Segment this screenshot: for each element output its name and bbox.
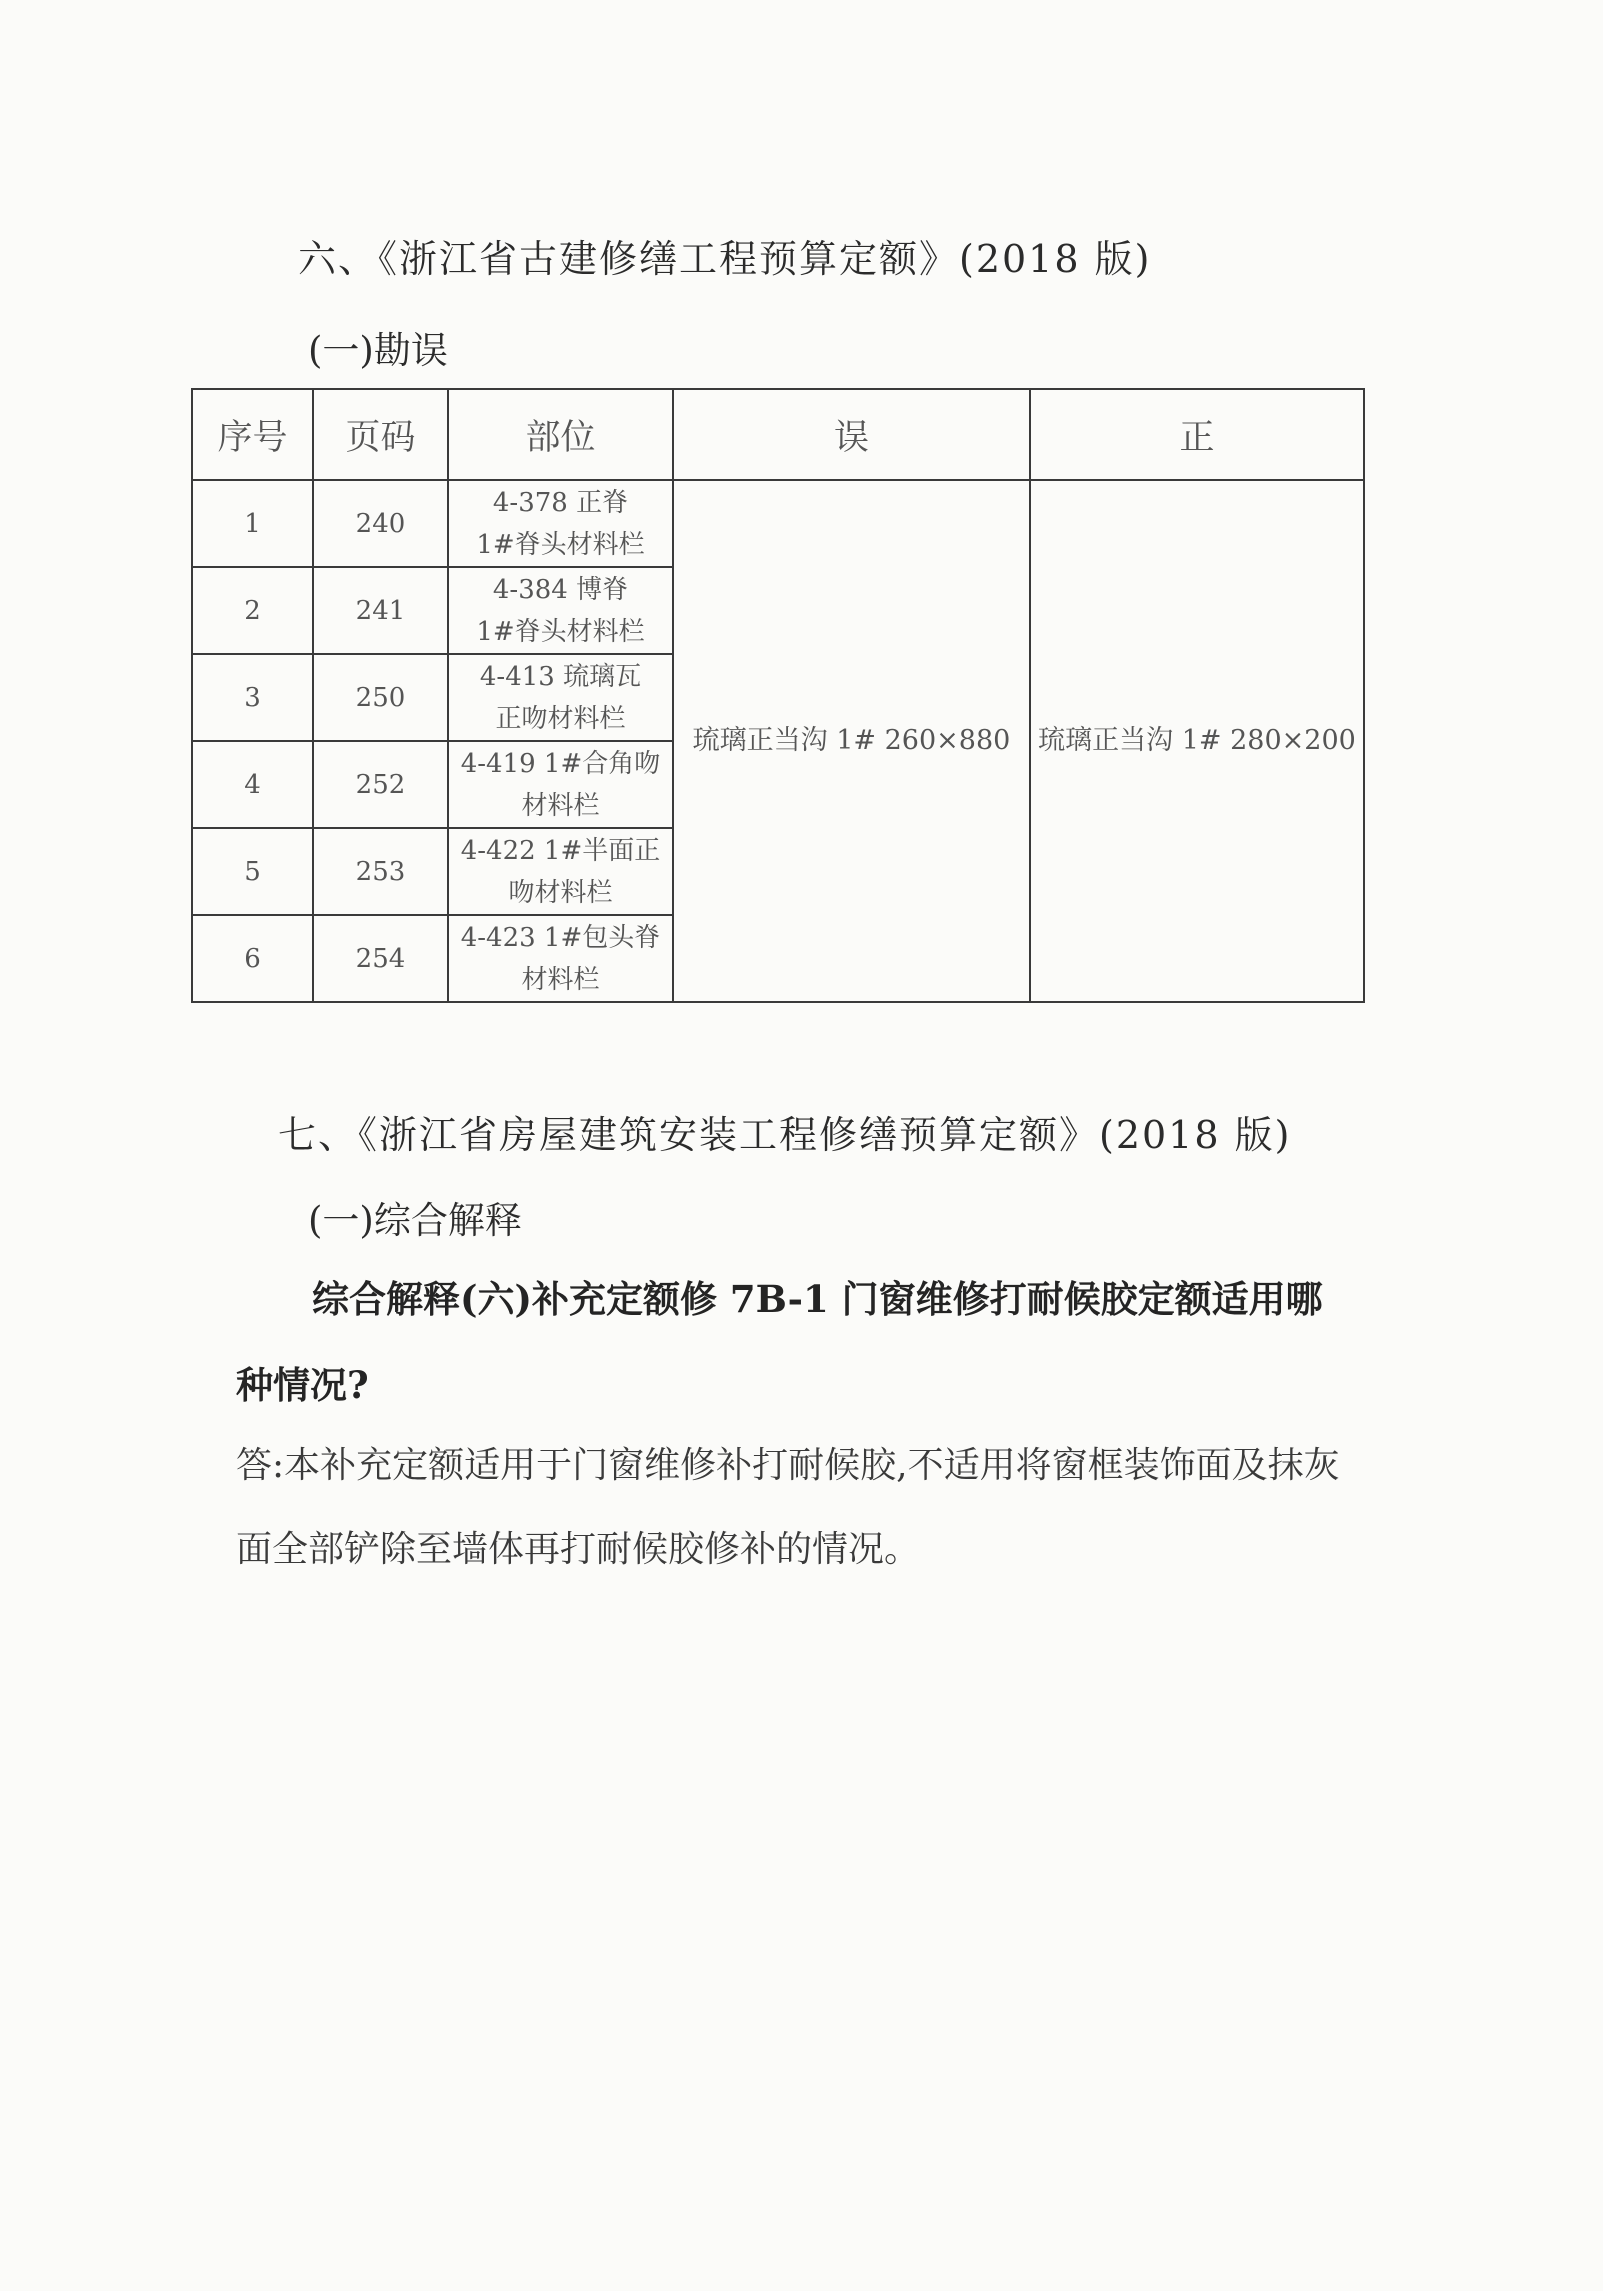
cell-seq: 2 (192, 567, 313, 654)
cell-seq: 1 (192, 480, 313, 567)
part-line1: 4-384 博脊 (492, 574, 629, 605)
header-seq: 序号 (192, 389, 313, 480)
part-line1: 4-378 正脊 (492, 487, 629, 518)
cell-seq: 4 (192, 741, 313, 828)
table-header-row (192, 389, 1364, 480)
section-7-heading: 七、《浙江省房屋建筑安装工程修缮预算定额》(2018 版) (278, 1113, 1292, 1157)
part-line1: 4-419 1#合角吻 (460, 748, 661, 779)
answer-paragraph (236, 1424, 1356, 1592)
part-line2: 正吻材料栏 (495, 703, 626, 734)
cell-page: 252 (313, 741, 448, 828)
cell-page: 241 (313, 567, 448, 654)
cell-part (448, 654, 673, 741)
section-6-heading: 六、《浙江省古建修缮工程预算定额》(2018 版) (298, 237, 1152, 281)
cell-seq: 3 (192, 654, 313, 741)
table-row (192, 480, 1364, 567)
cell-part (448, 828, 673, 915)
part-line2: 材料栏 (521, 964, 600, 995)
cell-page: 254 (313, 915, 448, 1002)
part-line1: 4-422 1#半面正 (460, 835, 661, 866)
cell-part (448, 741, 673, 828)
part-line1: 4-413 琉璃瓦 (479, 661, 642, 692)
cell-wrong: 琉璃正当沟 1# 260×880 (673, 480, 1030, 1002)
header-page: 页码 (313, 389, 448, 480)
cell-part (448, 567, 673, 654)
part-line2: 材料栏 (521, 790, 600, 821)
cell-part (448, 915, 673, 1002)
cell-page: 250 (313, 654, 448, 741)
errata-table (191, 388, 1365, 1003)
header-wrong: 误 (673, 389, 1030, 480)
cell-correct: 琉璃正当沟 1# 280×200 (1030, 480, 1364, 1002)
header-part: 部位 (448, 389, 673, 480)
cell-seq: 6 (192, 915, 313, 1002)
section-6-subheading: (一)勘误 (308, 329, 448, 372)
header-correct: 正 (1030, 389, 1364, 480)
answer-text: 答:本补充定额适用于门窗维修补打耐候胶,不适用将窗框装饰面及抹灰面全部铲除至墙体再打耐候胶修补的情况。 (236, 1445, 1340, 1570)
cell-page: 240 (313, 480, 448, 567)
part-line1: 4-423 1#包头脊 (460, 922, 661, 953)
question-text: 综合解释(六)补充定额修 7B-1 门窗维修打耐候胶定额适用哪种情况? (236, 1277, 1323, 1407)
part-line2: 吻材料栏 (508, 877, 613, 908)
cell-page: 253 (313, 828, 448, 915)
part-line2: 1#脊头材料栏 (476, 616, 645, 647)
cell-seq: 5 (192, 828, 313, 915)
part-line2: 1#脊头材料栏 (476, 529, 645, 560)
section-7-subheading: (一)综合解释 (308, 1199, 522, 1242)
question-paragraph (236, 1256, 1356, 1428)
cell-part (448, 480, 673, 567)
